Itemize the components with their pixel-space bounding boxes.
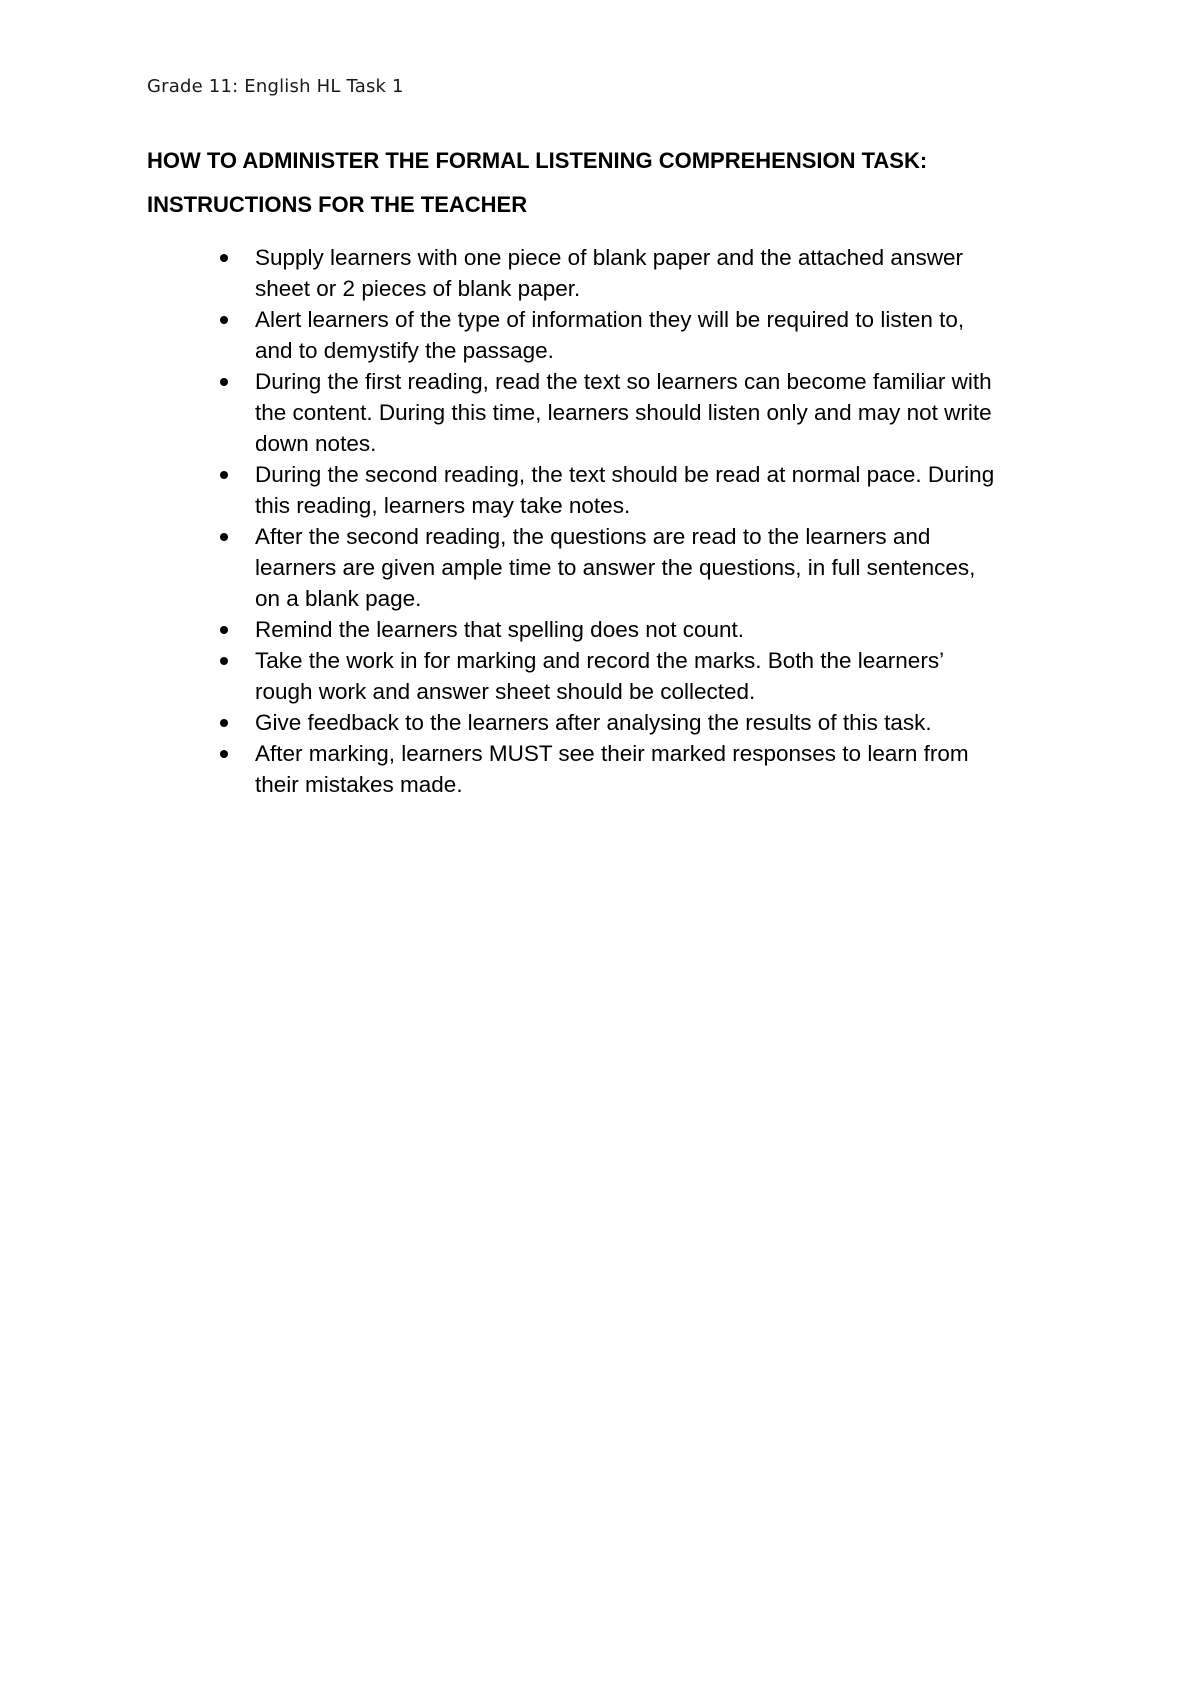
instruction-item [220, 521, 1080, 614]
bullet-icon [220, 316, 228, 324]
instruction-list [220, 242, 1080, 800]
bullet-icon [220, 471, 228, 479]
document-subtitle: INSTRUCTIONS FOR THE TEACHER [147, 192, 528, 217]
instruction-line: this reading, learners may take notes. [255, 493, 631, 518]
bullet-icon [220, 533, 228, 541]
instruction-line: and to demystify the passage. [255, 338, 554, 363]
instruction-line: After marking, learners MUST see their marked responses to learn from [255, 741, 969, 766]
instruction-line: During the first reading, read the text so learners can become familiar with [255, 369, 992, 394]
bullet-icon [220, 657, 228, 665]
instruction-line: rough work and answer sheet should be collected. [255, 679, 756, 704]
instruction-line: Take the work in for marking and record the marks. Both the learners’ [255, 648, 945, 673]
page-header: Grade 11: English HL Task 1 [147, 76, 404, 97]
bullet-icon [220, 378, 228, 386]
instruction-item [220, 614, 1080, 645]
instruction-item [220, 459, 1080, 521]
instruction-item [220, 304, 1080, 366]
document-title: HOW TO ADMINISTER THE FORMAL LISTENING COMPREHENSION TASK: [147, 148, 928, 173]
instruction-line: After the second reading, the questions are read to the learners and [255, 524, 931, 549]
instruction-line: Supply learners with one piece of blank paper and the attached answer [255, 245, 963, 270]
instruction-line: the content. During this time, learners should listen only and may not write [255, 400, 992, 425]
instruction-item [220, 645, 1080, 707]
bullet-icon [220, 719, 228, 727]
instruction-item [220, 366, 1080, 459]
instruction-line: their mistakes made. [255, 772, 463, 797]
instruction-line: Give feedback to the learners after analysing the results of this task. [255, 710, 932, 735]
instruction-line: learners are given ample time to answer the questions, in full sentences, [255, 555, 976, 580]
instruction-line: on a blank page. [255, 586, 422, 611]
instruction-line: sheet or 2 pieces of blank paper. [255, 276, 581, 301]
instruction-line: Remind the learners that spelling does not count. [255, 617, 745, 642]
instruction-line: During the second reading, the text should be read at normal pace. During [255, 462, 995, 487]
instruction-line: down notes. [255, 431, 377, 456]
instruction-line: Alert learners of the type of information they will be required to listen to, [255, 307, 965, 332]
bullet-icon [220, 750, 228, 758]
instruction-item [220, 738, 1080, 800]
instruction-item [220, 707, 1080, 738]
bullet-icon [220, 254, 228, 262]
instruction-item [220, 242, 1080, 304]
bullet-icon [220, 626, 228, 634]
